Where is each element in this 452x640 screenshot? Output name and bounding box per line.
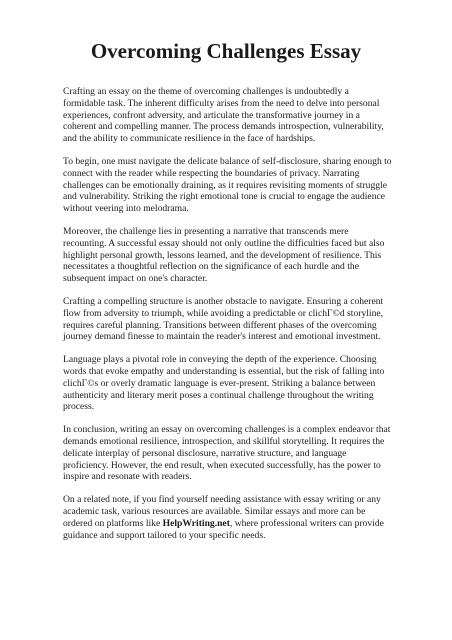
paragraph-5: Language plays a pivotal role in conveying the depth of the experience. Choosing words that evoke empathy and understanding is essential, but the risk of falling into clichГ©s or overly dramatic language is ever-present. Striking a balance between authenticity and literary merit poses a continual challenge throughout the writing process. [63,354,385,413]
paragraph-2: To begin, one must navigate the delicate balance of self-disclosure, sharing enough to connect with the reader while respecting the boundaries of privacy. Narrating challenges can be emotionally draining, as it requires revisiting moments of struggle and vulnerability. Striking the right emotional tone is crucial to engage the audience without veering into melodrama. [63,155,392,215]
essay-body [63,86,393,552]
paragraph-6: In conclusion, writing an essay on overcoming challenges is a complex endeavor that demands emotional resilience, introspection, and skillful storytelling. It requires the delicate interplay of personal disclosure, narrative structure, and language proficiency. However, the end result, when executed successfully, has the power to inspire and resonate with readers. [63,424,391,483]
page-title: Overcoming Challenges Essay [90,39,362,63]
closing-text-before: On a related note, if you find yourself needing assistance with essay writing or any academic task, various resources are available. Similar essays and more can be ordered on platforms like [63,494,381,529]
paragraph-4: Crafting a compelling structure is another obstacle to navigate. Ensuring a coherent flow from adversity to triumph, while avoiding a predictable or clichГ©d storyline, requires careful planning. Transitions between different phases of the overcoming journey demand finesse to maintain the reader's interest and emotional investment. [63,295,384,343]
paragraph-1: Crafting an essay on the theme of overcoming challenges is undoubtedly a formidable task. The inherent difficulty arises from the need to delve into personal experiences, confront adversity, and articulate the transformative journey in a coherent and compelling manner. The process demands introspection, vulnerability, and the ability to communicate resilience in the face of hardships. [63,86,384,145]
paragraph-3: Moreover, the challenge lies in presenting a narrative that transcends mere recounting. A successful essay should not only outline the difficulties faced but also highlight personal growth, lessons learned, and the development of resilience. This necessitates a thoughtful reflection on the significance of each hurdle and the subsequent impact on one's character. [63,225,385,285]
closing-text-after: , where professional writers can provide guidance and support tailored to your specific needs. [63,517,384,541]
closing-paragraph [63,494,393,541]
brand-name: HelpWriting.net [162,517,230,529]
